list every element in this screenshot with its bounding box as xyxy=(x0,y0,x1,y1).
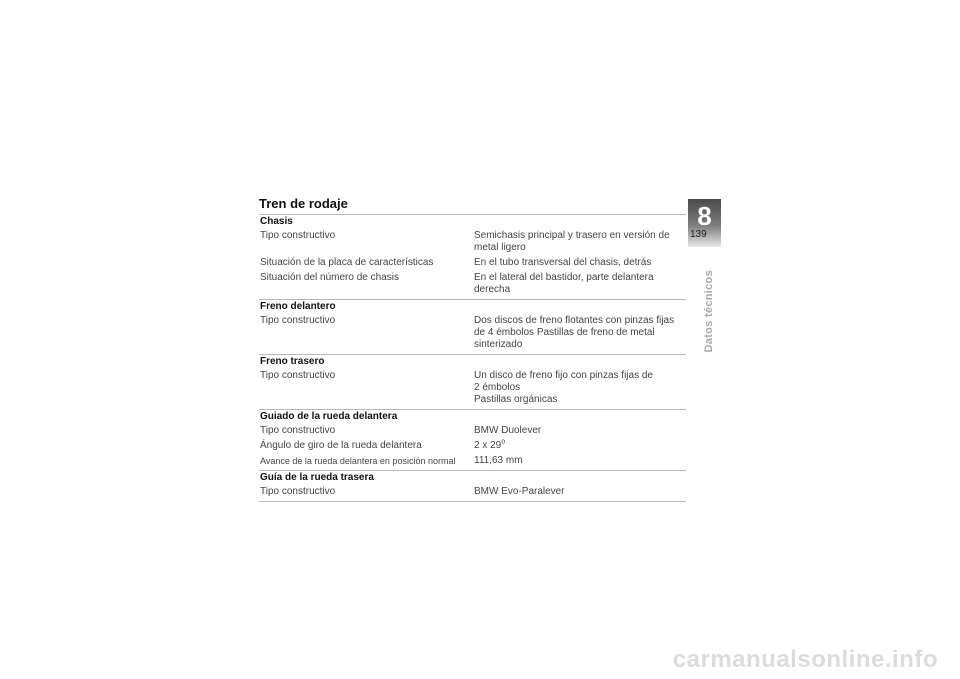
spec-label: Situación del número de chasis xyxy=(260,272,399,283)
section-title: Tren de rodaje xyxy=(259,196,348,211)
spec-value: En el tubo transversal del chasis, detrás xyxy=(474,257,652,268)
spec-group-guia-rueda-trasera xyxy=(259,470,686,501)
spec-label: Ángulo de giro de la rueda delantera xyxy=(260,440,422,451)
spec-label: Tipo constructivo xyxy=(260,315,336,326)
spec-value: En el lateral del bastidor, parte delantera derecha xyxy=(474,272,654,295)
spec-value: Dos discos de freno flotantes con pinzas fijas de 4 émbolos Pastillas de freno de metal sinterizado xyxy=(474,315,675,350)
spec-value: 111,63 mm xyxy=(474,455,523,466)
spec-table xyxy=(259,214,686,502)
spec-group-freno-trasero xyxy=(259,354,686,409)
spec-row xyxy=(259,439,686,454)
spec-row xyxy=(259,229,686,256)
spec-value: BMW Evo-Paralever xyxy=(474,486,565,497)
spec-value xyxy=(474,440,686,452)
group-heading: Guía de la rueda trasera xyxy=(259,470,686,485)
spec-value: Un disco de freno fijo con pinzas fijas de 2 émbolos Pastillas orgánicas xyxy=(474,370,653,405)
spec-row xyxy=(259,424,686,439)
spec-label: Tipo constructivo xyxy=(260,486,336,497)
chapter-number: 8 xyxy=(697,201,712,231)
spec-group-freno-delantero xyxy=(259,299,686,354)
spec-row xyxy=(259,485,686,500)
spec-group-chasis xyxy=(259,214,686,299)
spec-label: Situación de la placa de características xyxy=(260,257,434,268)
spec-row xyxy=(259,256,686,271)
spec-label: Tipo constructivo xyxy=(260,230,336,241)
spec-value-text: 2 x 29 xyxy=(474,440,502,451)
table-bottom-rule xyxy=(259,501,686,502)
spec-value: Semichasis principal y trasero en versión de metal ligero xyxy=(474,230,670,253)
spec-row xyxy=(259,271,686,298)
page-number: 139 xyxy=(690,229,707,240)
spec-label: Avance de la rueda delantera en posición normal xyxy=(260,456,456,466)
spec-row xyxy=(259,369,686,408)
spec-row xyxy=(259,454,686,469)
degree-superscript: o xyxy=(501,438,506,446)
spec-label: Tipo constructivo xyxy=(260,370,336,381)
chapter-label: Datos técnicos xyxy=(703,270,715,353)
spec-value: BMW Duolever xyxy=(474,425,542,436)
spec-label: Tipo constructivo xyxy=(260,425,336,436)
spec-row xyxy=(259,314,686,353)
group-heading: Guiado de la rueda delantera xyxy=(259,409,686,424)
group-heading: Freno trasero xyxy=(259,354,686,369)
group-heading: Freno delantero xyxy=(259,299,686,314)
group-heading: Chasis xyxy=(259,214,686,229)
watermark: carmanualsonline.info xyxy=(672,646,938,673)
spec-group-guiado-rueda-delantera xyxy=(259,409,686,470)
